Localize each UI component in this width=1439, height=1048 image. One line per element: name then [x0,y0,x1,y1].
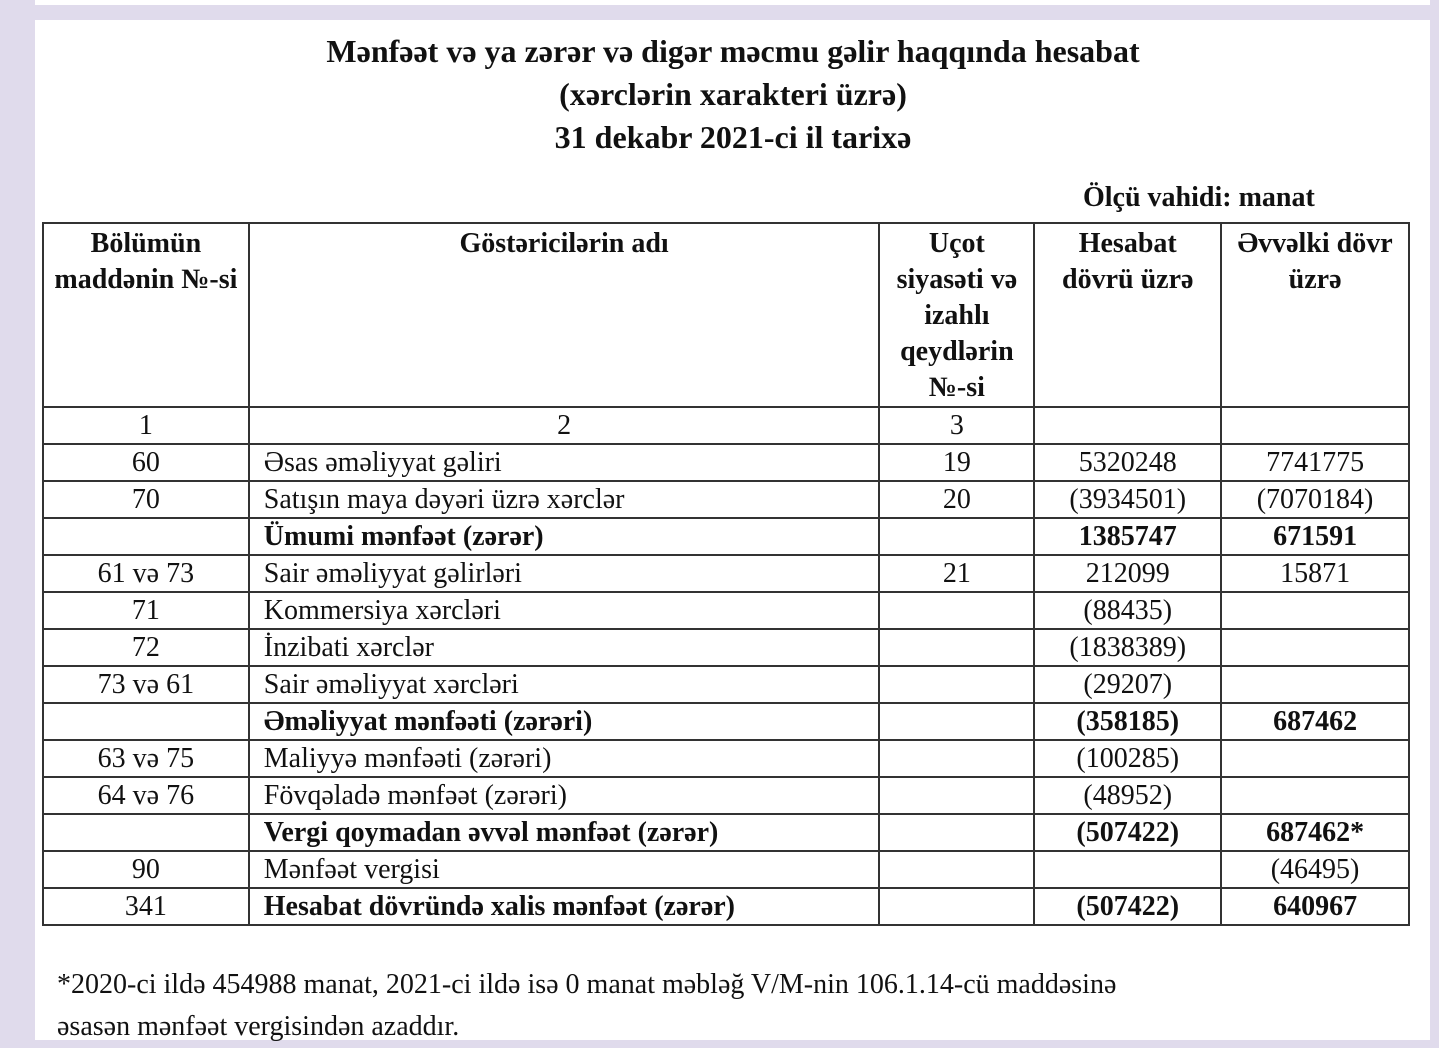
cell-code [43,703,249,740]
cell-previous: 7741775 [1221,444,1409,481]
cell-name: İnzibati xərclər [249,629,880,666]
cell-note [879,814,1034,851]
title-line: Mənfəət və ya zərər və digər məcmu gəlir haqqında hesabat [326,33,1140,69]
col-number: 2 [249,407,880,444]
footnote-line: əsasən mənfəət vergisindən azaddır. [57,1011,460,1042]
header-row [43,223,1409,407]
footnote-line: *2020-ci ildə 454988 manat, 2021-ci ildə isə 0 manat məbləğ V/M-nin 106.1.14-cü maddəsinə [57,969,1117,1000]
cell-current [1034,851,1221,888]
cell-name: Əməliyyat mənfəəti (zərəri) [249,703,880,740]
col-number [1221,407,1409,444]
footnote [57,964,1116,1048]
title-line: (xərclərin xarakteri üzrə) [559,76,907,112]
cell-current: (100285) [1034,740,1221,777]
cell-code: 73 və 61 [43,666,249,703]
cell-name: Satışın maya dəyəri üzrə xərclər [249,481,880,518]
table-row [43,629,1409,666]
cell-current: (1838389) [1034,629,1221,666]
cell-code: 61 və 73 [43,555,249,592]
cell-name: Fövqəladə mənfəət (zərəri) [249,777,880,814]
cell-code: 70 [43,481,249,518]
header-code: Bölümün maddənin №-si [43,223,249,407]
cell-name: Sair əməliyyat gəlirləri [249,555,880,592]
cell-name: Hesabat dövründə xalis mənfəət (zərər) [249,888,880,925]
cell-code: 72 [43,629,249,666]
cell-name: Maliyyə mənfəəti (zərəri) [249,740,880,777]
cell-note [879,629,1034,666]
cell-current: 212099 [1034,555,1221,592]
cell-note [879,777,1034,814]
table-row [43,888,1409,925]
cell-note [879,666,1034,703]
cell-note [879,592,1034,629]
unit-label: Ölçü vahidi: manat [1083,182,1315,213]
header-note: Uçot siyasəti və izahlı qeydlərin №-si [879,223,1034,407]
income-statement-table [42,222,1410,926]
cell-note [879,518,1034,555]
cell-previous: 15871 [1221,555,1409,592]
table-row [43,740,1409,777]
cell-name: Sair əməliyyat xərcləri [249,666,880,703]
cell-note: 20 [879,481,1034,518]
header-previous: Əvvəlki dövr üzrə [1221,223,1409,407]
cell-current: (29207) [1034,666,1221,703]
cell-name: Əsas əməliyyat gəliri [249,444,880,481]
cell-current: (48952) [1034,777,1221,814]
header-name: Göstəricilərin adı [249,223,880,407]
table-row [43,481,1409,518]
table-row [43,592,1409,629]
cell-previous [1221,777,1409,814]
col-number: 1 [43,407,249,444]
cell-code: 71 [43,592,249,629]
cell-note: 19 [879,444,1034,481]
cell-previous [1221,592,1409,629]
cell-current: 5320248 [1034,444,1221,481]
table-row [43,851,1409,888]
cell-previous: (7070184) [1221,481,1409,518]
header-current: Hesabat dövrü üzrə [1034,223,1221,407]
cell-name: Ümumi mənfəət (zərər) [249,518,880,555]
cell-code: 63 və 75 [43,740,249,777]
cell-current: (88435) [1034,592,1221,629]
cell-current: (3934501) [1034,481,1221,518]
table-row [43,703,1409,740]
cell-note [879,703,1034,740]
cell-previous [1221,740,1409,777]
column-number-row [43,407,1409,444]
cell-previous: 687462 [1221,703,1409,740]
table-row [43,518,1409,555]
cell-previous [1221,666,1409,703]
table-row [43,777,1409,814]
table-row [43,666,1409,703]
col-number: 3 [879,407,1034,444]
cell-previous: 687462* [1221,814,1409,851]
cell-current: 1385747 [1034,518,1221,555]
title-line: 31 dekabr 2021-ci il tarixə [554,119,912,155]
col-number [1034,407,1221,444]
cell-note [879,888,1034,925]
report-title [0,30,1439,159]
table-row [43,555,1409,592]
table-row [43,444,1409,481]
cell-code [43,518,249,555]
cell-note: 21 [879,555,1034,592]
cell-previous: (46495) [1221,851,1409,888]
table-row [43,814,1409,851]
cell-current: (507422) [1034,814,1221,851]
cell-code: 90 [43,851,249,888]
cell-code: 341 [43,888,249,925]
cell-name: Mənfəət vergisi [249,851,880,888]
cell-previous: 671591 [1221,518,1409,555]
cell-code: 60 [43,444,249,481]
cell-previous [1221,629,1409,666]
cell-code [43,814,249,851]
cell-note [879,740,1034,777]
cell-previous: 640967 [1221,888,1409,925]
cell-current: (507422) [1034,888,1221,925]
cell-name: Kommersiya xərcləri [249,592,880,629]
cell-code: 64 və 76 [43,777,249,814]
cell-note [879,851,1034,888]
cell-name: Vergi qoymadan əvvəl mənfəət (zərər) [249,814,880,851]
previous-panel [35,0,1430,5]
cell-current: (358185) [1034,703,1221,740]
